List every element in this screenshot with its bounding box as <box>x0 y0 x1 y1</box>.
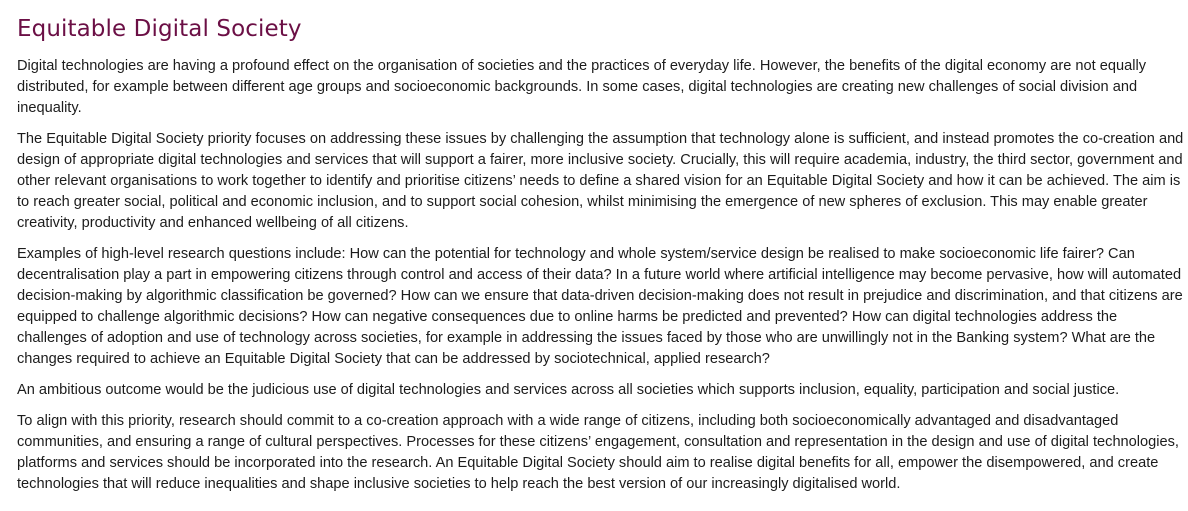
page-title: Equitable Digital Society <box>17 16 302 42</box>
paragraph-intro: Digital technologies are having a profound effect on the organisation of societies and the practices of everyday life. However, the benefits of the digital economy are not equally distributed, for example between different age groups and socioeconomic backgrounds. In some cases, digital technologies are creating new challenges of social division and inequality. <box>17 58 1147 116</box>
paragraph-research-questions: Examples of high-level research questions include: How can the potential for technology and whole system/service design be realised to make socioeconomic life fairer? Can decentralisation play a part in empowering citizens through control and access of their data? In a future world where artificial intelligence may become pervasive, how will automated decision-making by algorithmic classification be governed? How can we ensure that data-driven decision-making does not result in prejudice and discrimination, and that citizens are equipped to challenge algorithmic decisions? How can negative consequences due to online harms be predicted and prevented? How can digital technologies address the challenges of adoption and use of technology across societies, for example in addressing the issues faced by those who are unwillingly not in the Banking system? What are the changes required to achieve an Equitable Digital Society that can be addressed by sociotechnical, applied research? <box>17 246 1183 367</box>
paragraph-outcome: An ambitious outcome would be the judicious use of digital technologies and services across all societies which supports inclusion, equality, participation and social justice. <box>17 382 1120 398</box>
article <box>17 14 1187 505</box>
paragraph-priority: The Equitable Digital Society priority focuses on addressing these issues by challenging the assumption that technology alone is sufficient, and instead promotes the co-creation and design of appropriate digital technologies and services that will support a fairer, more inclusive society. Crucially, this will require academia, industry, the third sector, government and other relevant organisations to work together to identify and prioritise citizens’ needs to define a shared vision for an Equitable Digital Society and how it can be achieved. The aim is to reach greater social, political and economic inclusion, and to support social cohesion, whilst minimising the emergence of new spheres of exclusion. This may enable greater creativity, productivity and enhanced wellbeing of all citizens. <box>17 131 1184 231</box>
paragraph-alignment: To align with this priority, research should commit to a co-creation approach with a wide range of citizens, including both socioeconomically advantaged and disadvantaged communities, and ensuring a range of cultural perspectives. Processes for these citizens’ engagement, consultation and representation in the design and use of digital technologies, platforms and services should be incorporated into the research. An Equitable Digital Society should aim to realise digital benefits for all, empower the disempowered, and create technologies that will reduce inequalities and shape inclusive societies to help reach the best version of our increasingly digitalised world. <box>17 413 1179 492</box>
